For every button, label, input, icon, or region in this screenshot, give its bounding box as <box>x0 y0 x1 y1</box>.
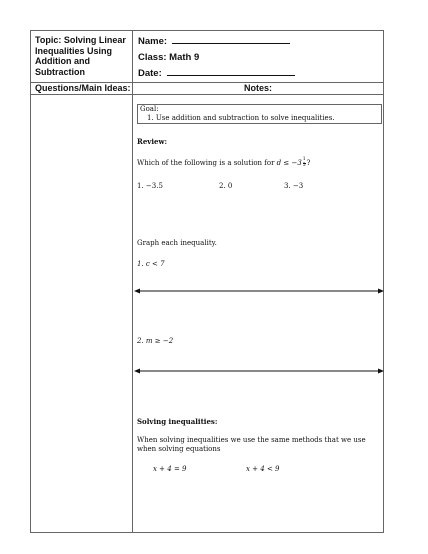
number-line-2 <box>134 367 384 375</box>
solving-heading: Solving inequalities: <box>137 417 218 426</box>
date-line <box>138 68 295 79</box>
equation-example: x + 4 = 9 <box>153 465 187 473</box>
right-arrow-icon <box>378 369 384 374</box>
graph-instruction: Graph each inequality. <box>137 239 217 247</box>
review-fraction <box>303 158 306 168</box>
left-arrow-icon <box>134 369 140 374</box>
review-choice: 2. 0 <box>219 182 233 190</box>
number-line-1 <box>134 287 384 295</box>
review-choice: 1. −3.5 <box>137 182 163 190</box>
review-inequality: d ≤ −3 <box>276 159 302 167</box>
goal-item: 1. Use addition and subtraction to solve inequalities. <box>147 114 335 122</box>
review-choice: 3. −3 <box>284 182 304 190</box>
solving-text-line-1: When solving inequalities we use the same methods that we use <box>137 436 366 444</box>
inequality-example: x + 4 < 9 <box>246 465 280 473</box>
fraction-numerator: 1 <box>302 157 306 162</box>
class-label: Class: Math 9 <box>138 52 200 63</box>
notes-sheet <box>30 30 384 533</box>
goal-label: Goal: <box>140 105 159 113</box>
notes-column-header: Notes: <box>244 83 273 93</box>
name-blank[interactable] <box>172 36 290 44</box>
column-header-divider <box>31 94 383 95</box>
left-arrow-icon <box>134 289 140 294</box>
graph-item-1: 1. c < 7 <box>137 260 165 268</box>
review-question-prefix: Which of the following is a solution for <box>137 159 277 167</box>
topic-title: Topic: Solving Linear Inequalities Using Addition and Subtraction <box>35 35 126 77</box>
questions-column-header: Questions/Main Ideas: <box>35 83 131 93</box>
review-heading: Review: <box>137 137 168 146</box>
column-divider <box>132 31 133 532</box>
date-label: Date: <box>138 68 162 79</box>
fraction-denominator: 5 <box>302 162 306 168</box>
name-line <box>138 36 290 47</box>
solving-text-line-2: when solving equations <box>137 445 221 453</box>
review-question-suffix: ? <box>306 159 311 167</box>
date-blank[interactable] <box>167 68 295 76</box>
graph-item-2: 2. m ≥ −2 <box>137 337 174 345</box>
review-question <box>137 158 310 168</box>
right-arrow-icon <box>378 289 384 294</box>
name-label: Name: <box>138 36 168 47</box>
